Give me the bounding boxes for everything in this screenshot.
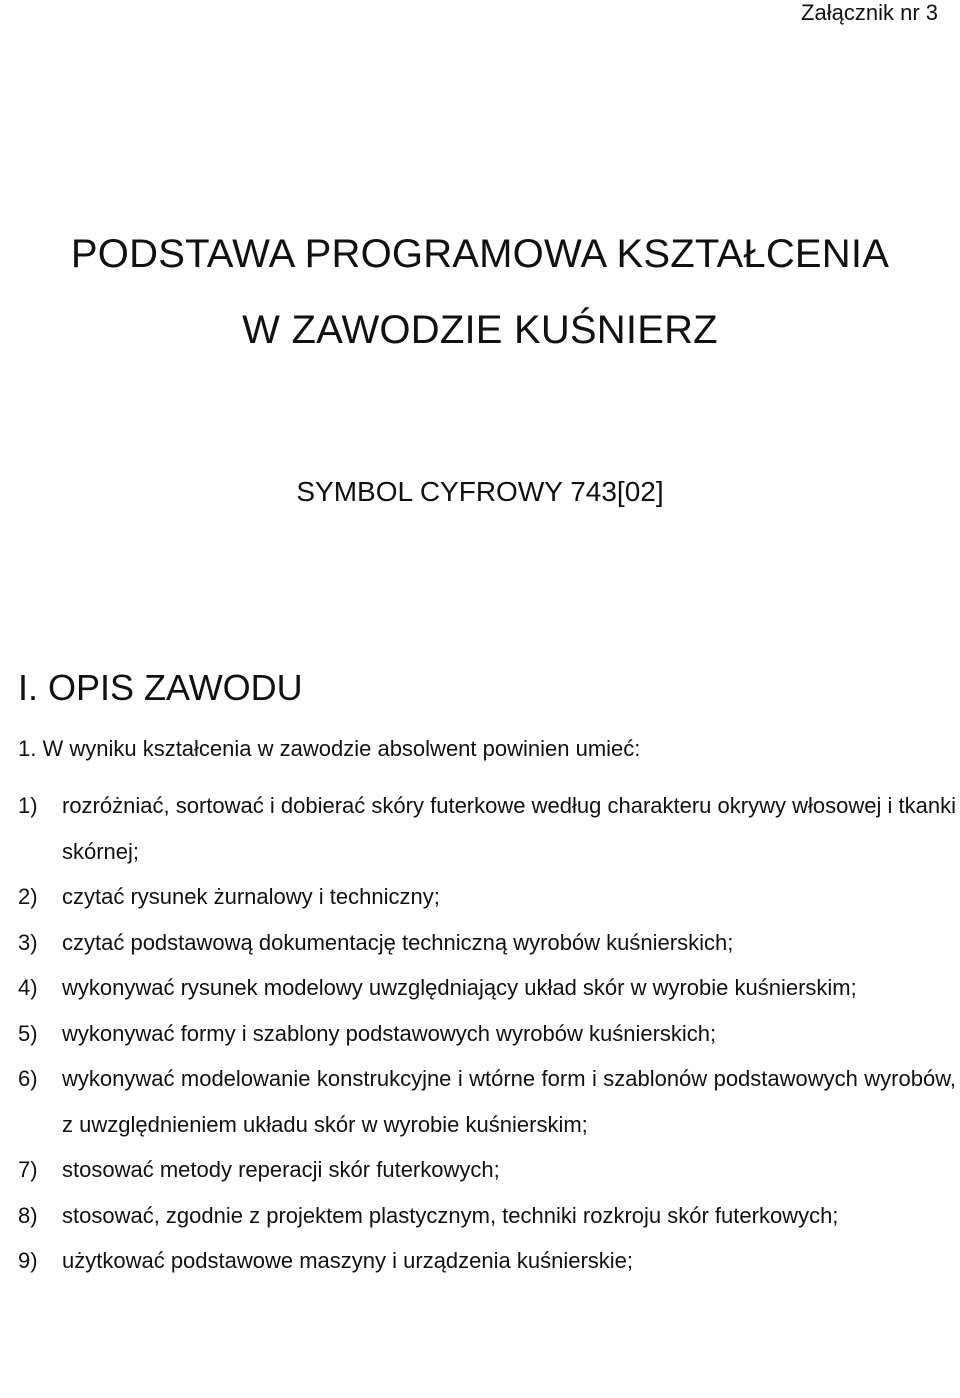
- list-item-text: rozróżniać, sortować i dobierać skóry futerkowe według charakteru okrywy włosowej i tkanki skórnej;: [62, 793, 956, 864]
- section-heading: I. OPIS ZAWODU: [18, 667, 303, 708]
- list-item-number: 2): [18, 884, 38, 909]
- annex-label: Załącznik nr 3: [801, 0, 938, 25]
- list-item: [18, 1147, 956, 1193]
- skills-list: [18, 783, 956, 1284]
- list-item-number: 3): [18, 929, 38, 955]
- profession-symbol: SYMBOL CYFROWY 743[02]: [296, 476, 664, 507]
- list-item-text: wykonywać formy i szablony podstawowych wyrobów kuśnierskich;: [62, 1020, 717, 1046]
- document-title-line-1: PODSTAWA PROGRAMOWA KSZTAŁCENIA: [70, 232, 890, 276]
- list-item-text: czytać rysunek żurnalowy i techniczny;: [62, 884, 440, 909]
- list-item-number: 4): [18, 975, 38, 1000]
- list-item-number: 9): [18, 1248, 38, 1273]
- list-item: [18, 874, 956, 920]
- list-item-text: stosować metody reperacji skór futerkowych;: [62, 1157, 500, 1182]
- document-title-line-2: W ZAWODZIE KUŚNIERZ: [242, 308, 718, 352]
- list-item: [18, 1193, 956, 1239]
- list-item: [18, 783, 956, 874]
- list-item-text: czytać podstawową dokumentację techniczną wyrobów kuśnierskich;: [62, 929, 734, 955]
- list-item-number: 1): [18, 793, 38, 818]
- list-item-number: 6): [18, 1066, 38, 1091]
- list-item-number: 8): [18, 1202, 38, 1228]
- list-item-number: 5): [18, 1020, 38, 1046]
- list-item: [18, 1238, 956, 1284]
- list-item-text: wykonywać modelowanie konstrukcyjne i wtórne form i szablonów podstawowych wyrobów, z uwzględnieniem układu skór w wyrobie kuśnierskim;: [62, 1066, 956, 1137]
- list-item: [18, 965, 956, 1011]
- list-item-number: 7): [18, 1157, 38, 1182]
- list-item: [18, 920, 956, 966]
- section-intro: 1. W wyniku kształcenia w zawodzie absolwent powinien umieć:: [18, 736, 641, 761]
- list-item-text: użytkować podstawowe maszyny i urządzenia kuśnierskie;: [62, 1248, 634, 1273]
- list-item: [18, 1011, 956, 1057]
- list-item-text: stosować, zgodnie z projektem plastycznym, techniki rozkroju skór futerkowych;: [62, 1202, 839, 1228]
- list-item-text: wykonywać rysunek modelowy uwzględniający układ skór w wyrobie kuśnierskim;: [62, 975, 857, 1000]
- list-item: [18, 1056, 956, 1147]
